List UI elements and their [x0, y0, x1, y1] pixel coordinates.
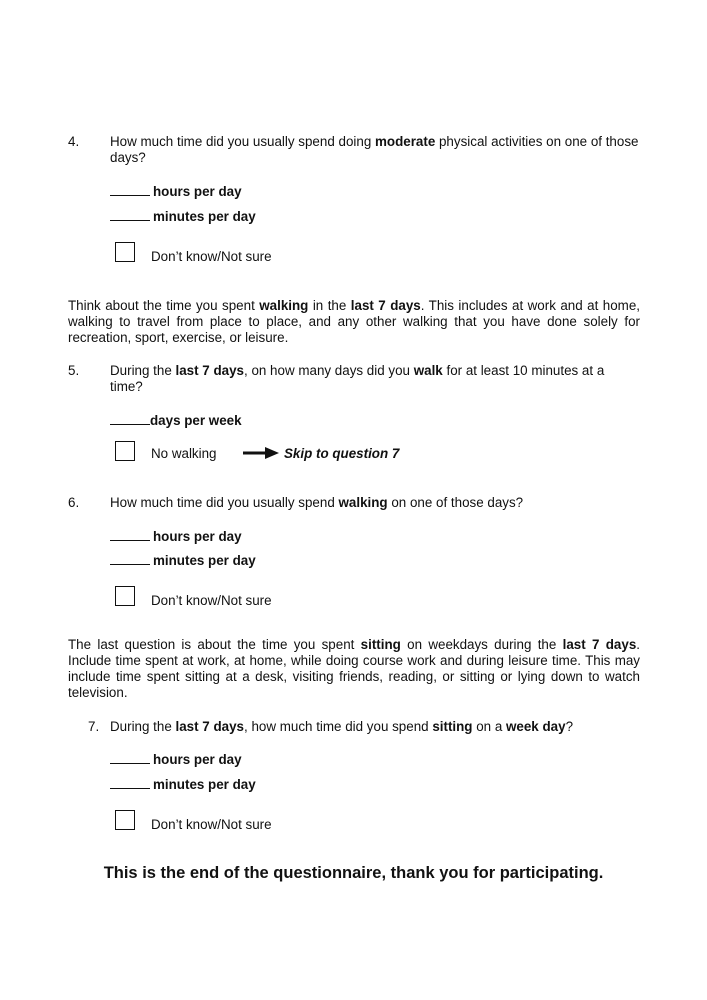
q6-number: 6. — [68, 495, 80, 510]
closing-message: This is the end of the questionnaire, thank you for participating. — [103, 864, 604, 882]
q7-minutes-blank[interactable] — [110, 776, 150, 789]
q7-dont-know-checkbox[interactable] — [115, 810, 135, 830]
q4-minutes-blank[interactable] — [110, 208, 150, 221]
q5-number: 5. — [68, 363, 80, 378]
q5-no-walking-label: No walking — [151, 446, 217, 461]
q5-text: During the last 7 days, on how many days did you walk for at least 10 minutes at a time? — [110, 363, 605, 394]
q7-hours-label: hours per day — [153, 752, 242, 767]
q5-no-walking-checkbox[interactable] — [115, 441, 135, 461]
q4-hours-field[interactable] — [110, 183, 242, 200]
q6-hours-field[interactable] — [110, 528, 242, 545]
q5-days-field[interactable] — [110, 412, 242, 429]
q6-minutes-label: minutes per day — [153, 553, 256, 568]
q4-dont-know-checkbox[interactable] — [115, 242, 135, 262]
q4-minutes-field[interactable] — [110, 208, 256, 225]
q7-minutes-label: minutes per day — [153, 777, 256, 792]
q7-hours-blank[interactable] — [110, 751, 150, 764]
walking-intro: Think about the time you spent walking in the last 7 days. This includes at work and at home, walking to travel from place to place, and any other walking that you have done solely for recreation, sport, exercise, or leisure. — [68, 298, 640, 345]
q4-hours-label: hours per day — [153, 184, 242, 199]
q7-hours-field[interactable] — [110, 751, 242, 768]
q4-minutes-label: minutes per day — [153, 209, 256, 224]
q6-dont-know-label: Don’t know/Not sure — [151, 593, 272, 608]
q6-hours-blank[interactable] — [110, 528, 150, 541]
q5-skip-instruction: Skip to question 7 — [284, 446, 400, 461]
q4-text: How much time did you usually spend doing moderate physical activities on one of those days? — [110, 134, 639, 165]
q7-dont-know-label: Don’t know/Not sure — [151, 817, 272, 832]
q5-days-label: days per week — [150, 413, 242, 428]
q6-minutes-blank[interactable] — [110, 552, 150, 565]
q7-number: 7. — [88, 719, 100, 734]
right-arrow-icon — [243, 447, 279, 459]
q4-dont-know-label: Don’t know/Not sure — [151, 249, 272, 264]
q6-hours-label: hours per day — [153, 529, 242, 544]
q7-text: During the last 7 days, how much time did you spend sitting on a week day? — [110, 719, 574, 734]
q6-text: How much time did you usually spend walking on one of those days? — [110, 495, 524, 510]
q4-hours-blank[interactable] — [110, 183, 150, 196]
q7-minutes-field[interactable] — [110, 776, 256, 793]
q6-dont-know-checkbox[interactable] — [115, 586, 135, 606]
sitting-intro: The last question is about the time you spent sitting on weekdays during the last 7 days. Include time spent at work, at home, while doing course work and during leisure time. This may include time spent sitting at a desk, visiting friends, reading, or sitting or lying down to watch television. — [68, 637, 640, 700]
q4-number: 4. — [68, 134, 80, 149]
q6-minutes-field[interactable] — [110, 552, 256, 569]
q5-days-blank[interactable] — [110, 412, 150, 425]
